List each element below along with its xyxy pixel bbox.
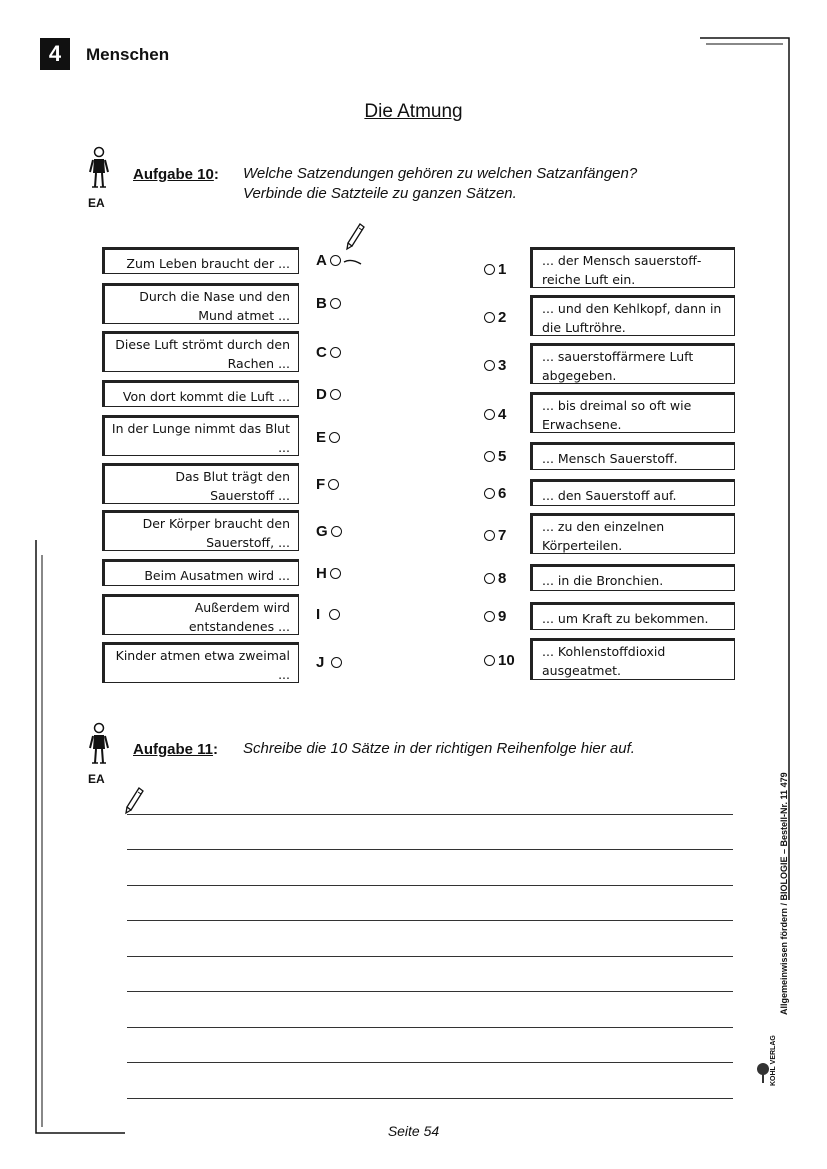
pencil-icon [123, 786, 145, 816]
circle-icon[interactable] [484, 409, 495, 420]
tree-icon [756, 1062, 770, 1084]
circle-icon[interactable] [330, 298, 341, 309]
letter-h-text: H [316, 565, 327, 582]
letter-c-text: C [316, 344, 327, 361]
number-5-text: 5 [498, 448, 507, 465]
letter-i[interactable] [316, 606, 340, 623]
chapter-number: 4 [40, 38, 70, 70]
number-9-text: 9 [498, 608, 507, 625]
task10-label [133, 166, 219, 183]
pencil-icon [344, 222, 366, 252]
letter-d-text: D [316, 386, 327, 403]
task10-line2: Verbinde die Satzteile zu ganzen Sätzen. [243, 185, 517, 202]
circle-icon[interactable] [330, 347, 341, 358]
task10-line1: Welche Satzendungen gehören zu welchen Satzanfängen? [243, 165, 638, 182]
letter-j-text: J [316, 654, 325, 671]
letter-b[interactable] [316, 295, 341, 312]
logo-text: KOHL VERLAG [770, 1035, 777, 1086]
right-box-7: ... zu den einzelnen Körperteilen. [530, 513, 735, 554]
letter-e[interactable] [316, 429, 340, 446]
number-7-text: 7 [498, 527, 507, 544]
letter-i-text: I [316, 606, 321, 623]
circle-icon[interactable] [331, 657, 342, 668]
letter-g-text: G [316, 523, 328, 540]
circle-icon[interactable] [484, 264, 495, 275]
person-icon [87, 146, 111, 190]
task10-instruction [243, 164, 637, 204]
number-3[interactable] [484, 357, 506, 374]
circle-icon[interactable] [328, 479, 339, 490]
letter-d[interactable] [316, 386, 341, 403]
writing-line[interactable] [127, 920, 733, 921]
task11-label-text: Aufgabe 11 [133, 741, 214, 758]
writing-line[interactable] [127, 1098, 733, 1099]
left-box-a: Zum Leben braucht der ... [102, 247, 299, 274]
writing-line[interactable] [127, 1027, 733, 1028]
circle-icon[interactable] [329, 432, 340, 443]
number-7[interactable] [484, 527, 506, 544]
side-publisher-text: Allgemeinwissen fördern / BIOLOGIE – Bestell-Nr. 11 479 [779, 772, 789, 1015]
number-10[interactable] [484, 652, 515, 669]
right-box-4: ... bis dreimal so oft wie Erwachsene. [530, 392, 735, 433]
page-footer: Seite 54 [387, 1123, 440, 1139]
number-6[interactable] [484, 485, 506, 502]
letter-a-text: A [316, 252, 327, 269]
circle-icon[interactable] [330, 389, 341, 400]
number-3-text: 3 [498, 357, 507, 374]
writing-line[interactable] [127, 991, 733, 992]
number-4-text: 4 [498, 406, 507, 423]
letter-j[interactable] [316, 654, 342, 671]
circle-icon[interactable] [484, 312, 495, 323]
circle-icon[interactable] [484, 360, 495, 371]
left-box-d: Von dort kommt die Luft ... [102, 380, 299, 407]
task10-colon: : [213, 166, 219, 183]
left-box-j: Kinder atmen etwa zweimal ... [102, 642, 299, 683]
circle-icon[interactable] [484, 655, 495, 666]
writing-line[interactable] [127, 885, 733, 886]
left-box-e: In der Lunge nimmt das Blut ... [102, 415, 299, 456]
circle-icon[interactable] [484, 611, 495, 622]
circle-icon[interactable] [330, 568, 341, 579]
circle-icon[interactable] [484, 530, 495, 541]
task11-colon: : [213, 741, 219, 758]
number-9[interactable] [484, 608, 506, 625]
right-box-5: ... Mensch Sauerstoff. [530, 442, 735, 470]
publisher-logo [756, 1022, 786, 1088]
left-box-c: Diese Luft strömt durch den Rachen ... [102, 331, 299, 372]
circle-icon[interactable] [331, 526, 342, 537]
circle-icon[interactable] [484, 488, 495, 499]
left-box-f: Das Blut trägt den Sauerstoff ... [102, 463, 299, 504]
circle-icon[interactable] [329, 609, 340, 620]
number-2[interactable] [484, 309, 506, 326]
page-title: Die Atmung [364, 101, 463, 122]
connecting-line-stroke [343, 255, 363, 267]
right-box-3: ... sauerstoffärmere Luft abgegeben. [530, 343, 735, 384]
number-6-text: 6 [498, 485, 507, 502]
number-8-text: 8 [498, 570, 507, 587]
circle-icon[interactable] [484, 451, 495, 462]
number-5[interactable] [484, 448, 506, 465]
task11-instruction: Schreibe die 10 Sätze in der richtigen Reihenfolge hier auf. [243, 740, 635, 757]
number-8[interactable] [484, 570, 506, 587]
circle-icon[interactable] [484, 573, 495, 584]
letter-f-text: F [316, 476, 326, 493]
writing-line[interactable] [127, 814, 733, 815]
right-box-6: ... den Sauerstoff auf. [530, 479, 735, 506]
chapter-title: Menschen [86, 45, 170, 64]
letter-c[interactable] [316, 344, 341, 361]
letter-h[interactable] [316, 565, 341, 582]
writing-line[interactable] [127, 849, 733, 850]
right-box-1: ... der Mensch sauerstoff-reiche Luft ein. [530, 247, 735, 288]
number-2-text: 2 [498, 309, 507, 326]
left-box-i: Außerdem wird entstandenes ... [102, 594, 299, 635]
right-box-10: ... Kohlenstoffdioxid ausgeatmet. [530, 638, 735, 680]
left-box-g: Der Körper braucht den Sauerstoff, ... [102, 510, 299, 551]
letter-a[interactable] [316, 252, 341, 269]
writing-line[interactable] [127, 956, 733, 957]
person-icon [87, 722, 111, 766]
number-1[interactable] [484, 261, 506, 278]
number-4[interactable] [484, 406, 506, 423]
number-10-text: 10 [498, 652, 515, 669]
left-box-b: Durch die Nase und den Mund atmet ... [102, 283, 299, 324]
ea-label: EA [88, 772, 105, 786]
left-box-h: Beim Ausatmen wird ... [102, 559, 299, 586]
right-box-9: ... um Kraft zu bekommen. [530, 602, 735, 630]
circle-icon[interactable] [330, 255, 341, 266]
right-box-8: ... in die Bronchien. [530, 564, 735, 591]
ea-label: EA [88, 196, 105, 210]
letter-g[interactable] [316, 523, 342, 540]
letter-e-text: E [316, 429, 327, 446]
letter-f[interactable] [316, 476, 339, 493]
task10-label-text: Aufgabe 10 [133, 166, 214, 183]
number-1-text: 1 [498, 261, 507, 278]
task11-label [133, 741, 218, 758]
right-box-2: ... und den Kehlkopf, dann in die Luftröhre. [530, 295, 735, 336]
writing-line[interactable] [127, 1062, 733, 1063]
letter-b-text: B [316, 295, 327, 312]
